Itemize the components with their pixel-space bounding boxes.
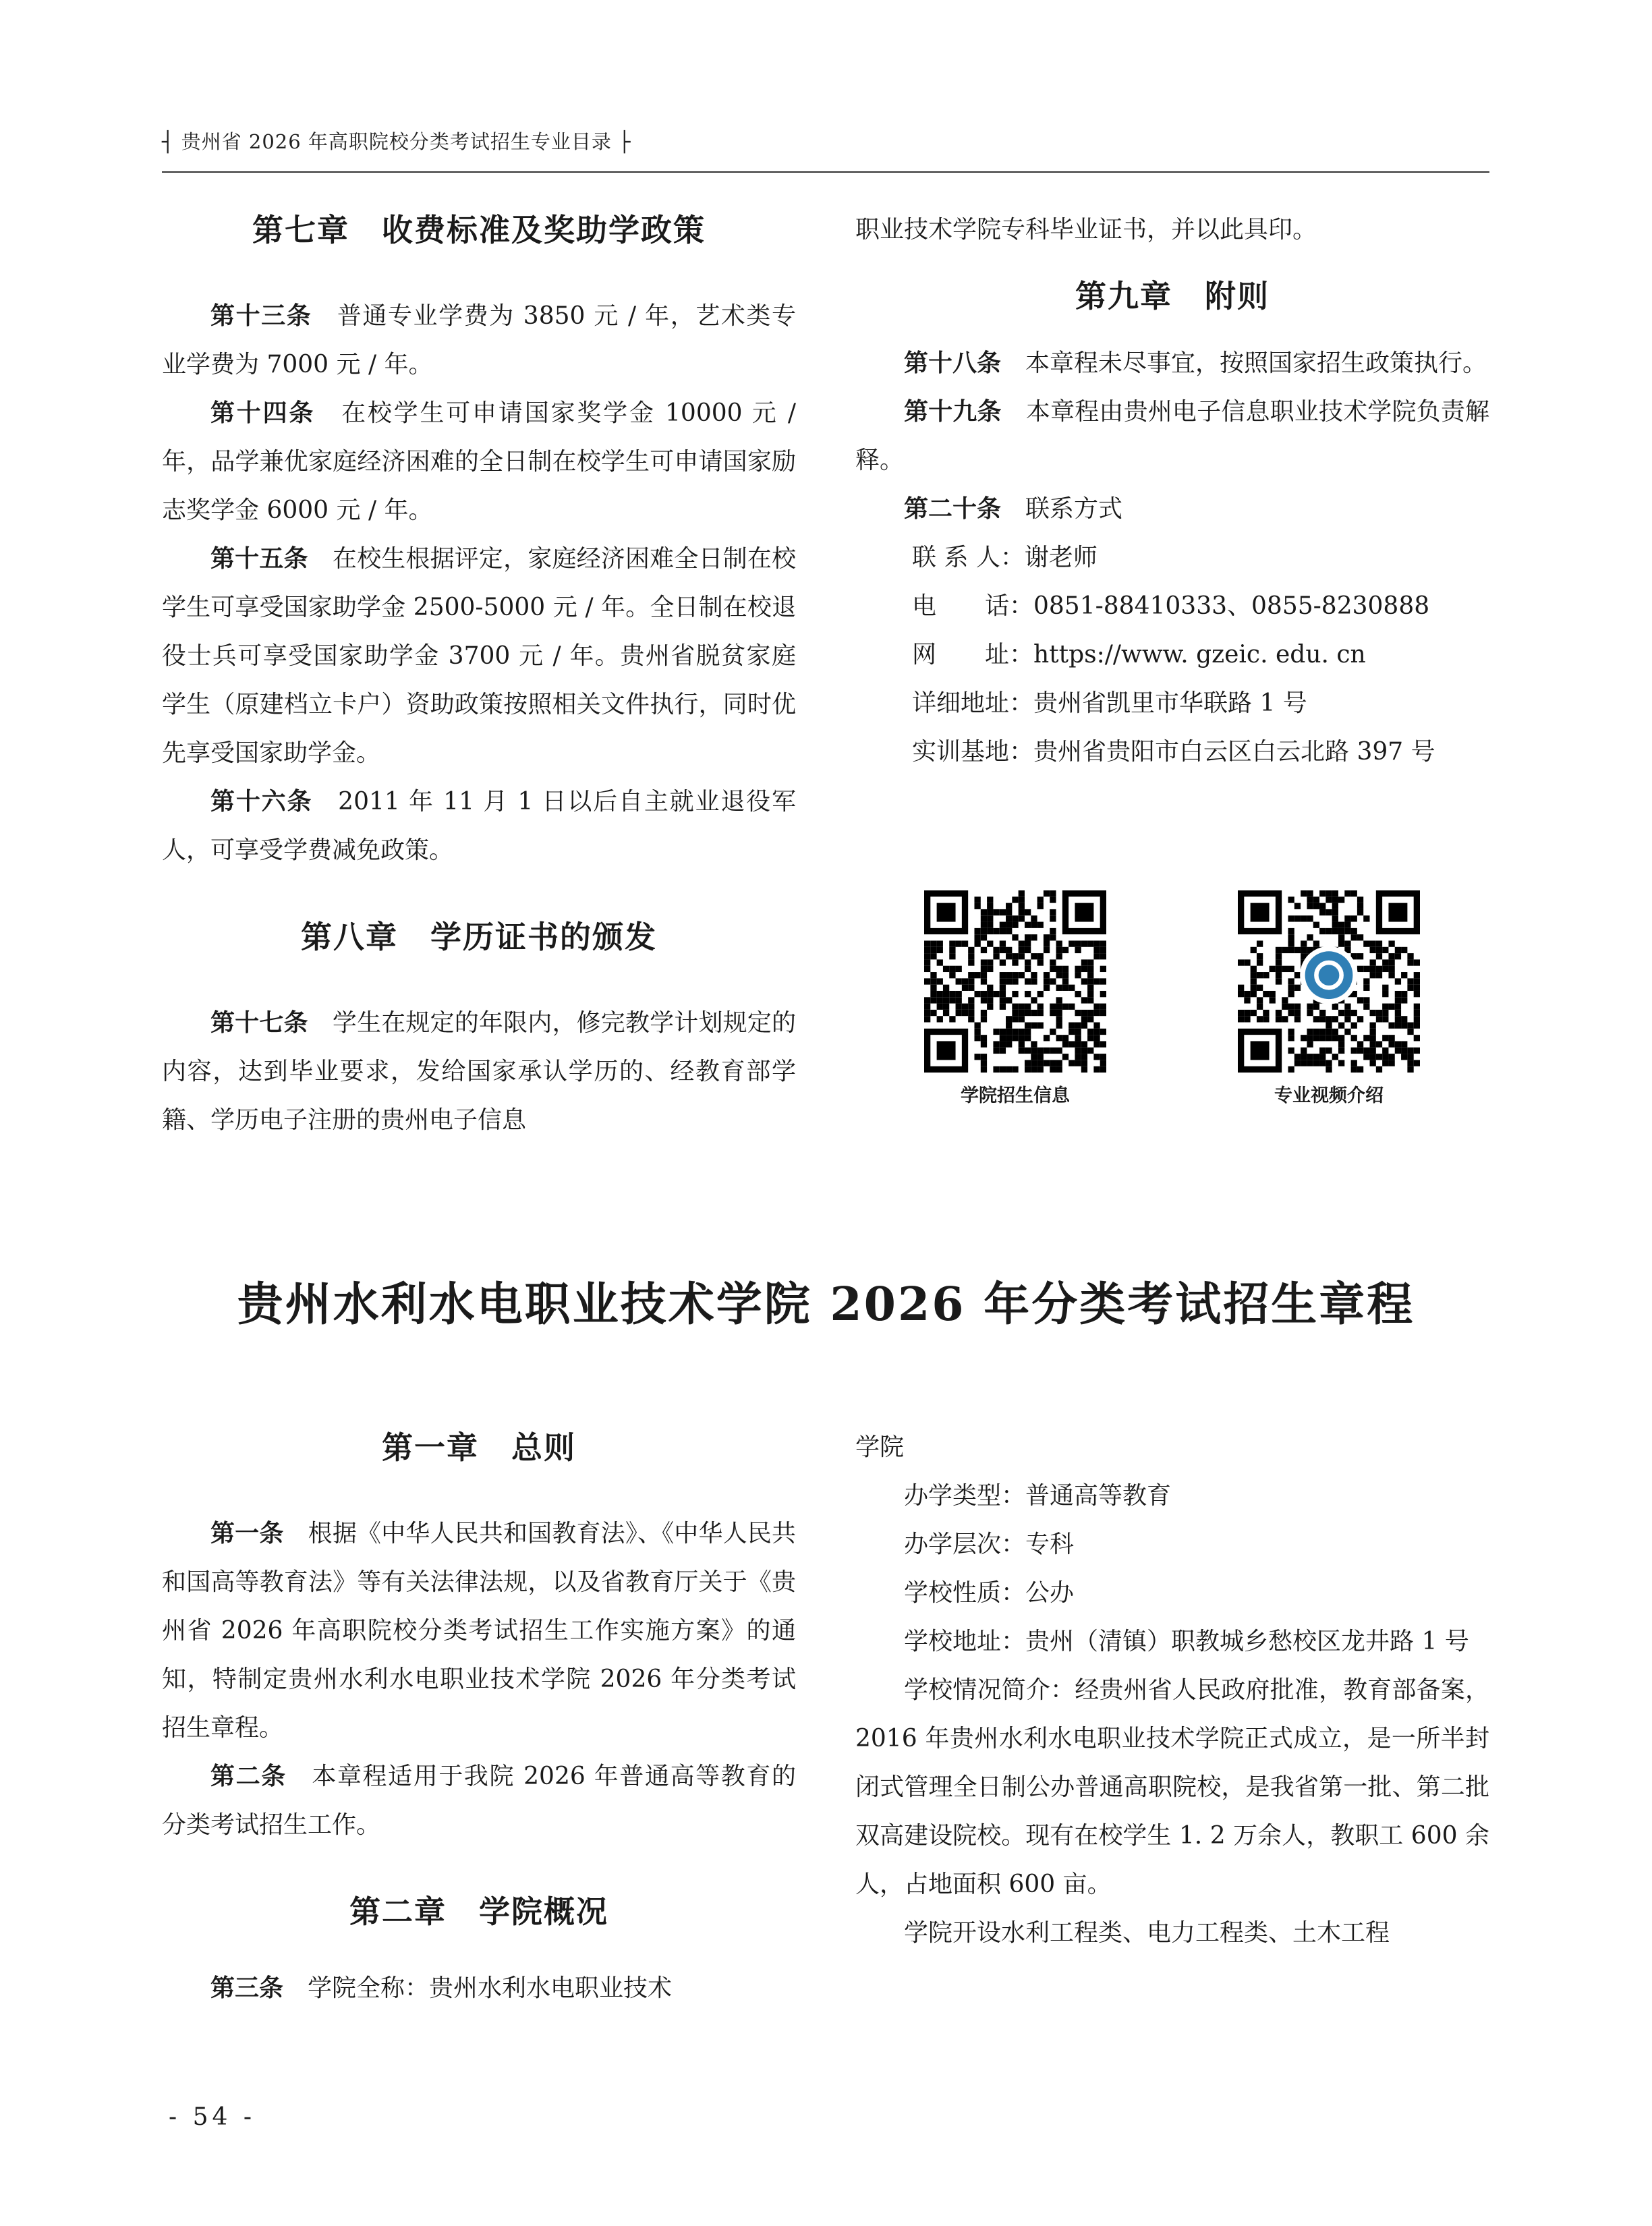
article-17 xyxy=(162,999,796,1145)
top-left-column xyxy=(162,206,796,1145)
qr-code-icon xyxy=(924,890,1106,1073)
bottom-left-column xyxy=(162,1423,796,2013)
article-16 xyxy=(162,778,796,875)
article-14-text: 在校学生可申请国家奖学金 10000 元 / 年，品学兼优家庭经济困难的全日制在校学生可申请国家励志奖学金 6000 元 / 年。 xyxy=(162,399,796,524)
chapter-9-title: 第九章 附则 xyxy=(1075,278,1270,314)
qr-right-caption: 专业视频介绍 xyxy=(1274,1085,1384,1106)
article-16-label: 第十六条 xyxy=(210,788,313,816)
article-15-text: 在校生根据评定，家庭经济困难全日制在校学生可享受国家助学金 2500-5000 元 / 年。全日制在校退役士兵可享受国家助学金 3700 元 / 年。贵州省脱贫家庭学生（原建档立卡户）资助政策按照相关文件执行，同时优先享受国家助学金。 xyxy=(162,545,796,767)
article-20 xyxy=(855,485,1489,534)
article-17-label: 第十七条 xyxy=(210,1009,308,1037)
qr-admissions xyxy=(921,890,1110,1107)
article-20-label: 第二十条 xyxy=(904,495,1002,523)
article-19-text: 本章程由贵州电子信息职业技术学院负责解释。 xyxy=(855,398,1489,474)
article-16-text: 2011 年 11 月 1 日以后自主就业退役军人，可享受学费减免政策。 xyxy=(162,788,796,864)
article-1-label: 第一条 xyxy=(210,1520,284,1547)
contact-training-base: 实训基地：贵州省贵阳市白云区白云北路 397 号 xyxy=(912,738,1435,766)
article-13 xyxy=(162,292,796,389)
school-type: 办学类型：普通高等教育 xyxy=(904,1482,1172,1510)
school-address: 学校地址：贵州（清镇）职教城乡愁校区龙井路 1 号 xyxy=(904,1628,1469,1655)
school-level: 办学层次：专科 xyxy=(904,1531,1075,1558)
article-3 xyxy=(162,1964,796,2013)
article-1 xyxy=(162,1510,796,1752)
contact-person: 联 系 人：谢老师 xyxy=(912,544,1098,571)
article-20-text: 联系方式 xyxy=(1025,495,1123,523)
top-right-column xyxy=(855,206,1489,776)
article-13-text: 普通专业学费为 3850 元 / 年，艺术类专业学费为 7000 元 / 年。 xyxy=(162,302,796,378)
article-18-label: 第十八条 xyxy=(904,349,1002,377)
article-18 xyxy=(855,339,1489,388)
chapter-1-title: 第一章 总则 xyxy=(382,1429,576,1466)
header-rule xyxy=(162,171,1489,173)
school-nature: 学校性质：公办 xyxy=(904,1579,1075,1607)
contact-address: 详细地址：贵州省凯里市华联路 1 号 xyxy=(912,689,1307,717)
contact-website[interactable]: 网 址：https://www. gzeic. edu. cn xyxy=(912,641,1366,668)
article-14-label: 第十四条 xyxy=(210,399,316,427)
article-15 xyxy=(162,535,796,778)
chapter-8-title: 第八章 学历证书的颁发 xyxy=(301,919,657,955)
school-majors: 学院开设水利工程类、电力工程类、土木工程 xyxy=(904,1919,1390,1947)
article-3-label: 第三条 xyxy=(210,1974,284,2002)
article-13-label: 第十三条 xyxy=(210,302,312,330)
article-15-label: 第十五条 xyxy=(210,545,308,573)
article-19 xyxy=(855,388,1489,485)
contact-phone: 电 话：0851-88410333、0855-8230888 xyxy=(912,592,1430,620)
qr-code-row xyxy=(907,890,1481,1133)
chapter-7-title: 第七章 收费标准及奖助学政策 xyxy=(252,212,706,248)
qr-videos xyxy=(1234,890,1423,1107)
article-2-label: 第二条 xyxy=(210,1763,287,1790)
bottom-right-column xyxy=(855,1423,1489,1958)
article-1-text: 根据《中华人民共和国教育法》、《中华人民共和国高等教育法》等有关法律法规，以及省教育厅关于《贵州省 2026 年高职院校分类考试招生工作实施方案》的通知，特制定贵州水利水电职业技术学院 2026 年分类考试招生章程。 xyxy=(162,1520,796,1742)
article-2-text: 本章程适用于我院 2026 年普通高等教育的分类考试招生工作。 xyxy=(162,1763,796,1839)
article-3-text: 学院全称：贵州水利水电职业技术 xyxy=(308,1974,673,2002)
school-intro: 学校情况简介：经贵州省人民政府批准，教育部备案，2016 年贵州水利水电职业技术学院正式成立，是一所半封闭式管理全日制公办普通高职院校，是我省第一批、第二批双高建设院校。现有在校学生 1. 2 万余人，教职工 600 余人，占地面积 600 亩。 xyxy=(855,1676,1489,1898)
qr-left-caption: 学院招生信息 xyxy=(961,1085,1070,1106)
main-title: 贵州水利水电职业技术学院 2026 年分类考试招生章程 xyxy=(237,1278,1415,1332)
qr-code-icon xyxy=(1238,890,1420,1073)
article-2 xyxy=(162,1752,796,1850)
running-head: ┤ 贵州省 2026 年高职院校分类考试招生专业目录 ├ xyxy=(162,130,631,153)
page-number: - 54 - xyxy=(169,2103,256,2131)
continuation-text: 职业技术学院专科毕业证书，并以此具印。 xyxy=(855,216,1317,244)
article-17-text: 学生在规定的年限内，修完教学计划规定的内容，达到毕业要求，发给国家承认学历的、经教育部学籍、学历电子注册的贵州电子信息 xyxy=(162,1009,796,1134)
continuation-text: 学院 xyxy=(855,1433,905,1461)
article-14 xyxy=(162,389,796,535)
chapter-2-title: 第二章 学院概况 xyxy=(349,1893,608,1930)
article-18-text: 本章程未尽事宜，按照国家招生政策执行。 xyxy=(1025,349,1487,377)
article-19-label: 第十九条 xyxy=(904,398,1002,426)
